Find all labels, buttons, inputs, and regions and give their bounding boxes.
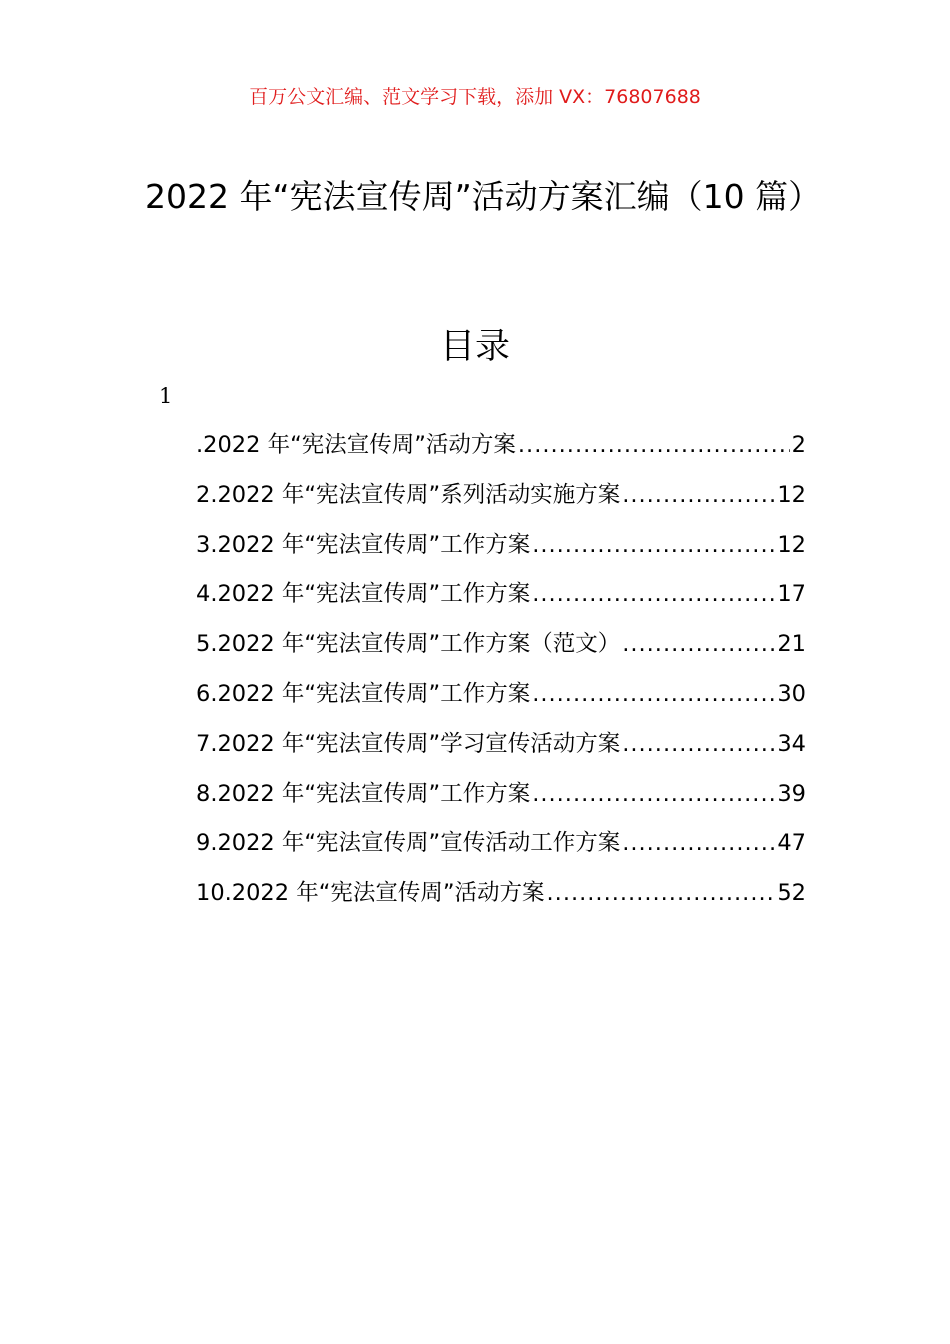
toc-leader-dots (532, 774, 775, 814)
toc-entry-page: 12 (777, 531, 806, 558)
toc-entry-label: 8.2022 年“宪法宣传周”工作方案 (196, 780, 531, 807)
toc-leader-dots (622, 724, 775, 764)
toc-entry-page: 47 (777, 830, 806, 857)
toc-leader-dots (622, 624, 775, 664)
toc-entry[interactable] (196, 724, 806, 774)
toc-entry-label: 9.2022 年“宪法宣传周”宣传活动工作方案 (196, 830, 621, 857)
toc-entry-page: 2 (791, 432, 806, 458)
stray-number: 1 (159, 384, 173, 408)
toc-leader-dots (547, 873, 776, 913)
toc-entry[interactable] (196, 425, 806, 475)
toc-entry[interactable] (196, 674, 806, 724)
toc-entry[interactable] (196, 525, 806, 575)
toc-entry-label: 5.2022 年“宪法宣传周”工作方案（范文） (196, 631, 621, 658)
document-title: 2022 年“宪法宣传周”活动方案汇编（10 篇） (145, 177, 822, 216)
toc-entry[interactable] (196, 574, 806, 624)
toc-entry-label: 4.2022 年“宪法宣传周”工作方案 (196, 581, 531, 608)
header-note: 百万公文汇编、范文学习下载，添加 VX：76807688 (249, 86, 701, 108)
toc-entry[interactable] (196, 823, 806, 873)
toc-entry-page: 12 (777, 481, 806, 508)
toc-entry-label: 7.2022 年“宪法宣传周”学习宣传活动方案 (196, 730, 621, 757)
toc-leader-dots (622, 475, 775, 515)
toc-entry[interactable] (196, 624, 806, 674)
toc-entry-page: 34 (777, 730, 806, 757)
toc-entry[interactable] (196, 873, 806, 923)
toc-leader-dots (532, 525, 775, 565)
toc-entry-page: 17 (777, 581, 806, 608)
toc-entry-page: 39 (777, 780, 806, 807)
toc-entry-label: 10.2022 年“宪法宣传周”活动方案 (196, 880, 545, 907)
toc-entry-label: .2022 年“宪法宣传周”活动方案 (196, 432, 516, 458)
toc-entry[interactable] (196, 774, 806, 824)
toc-leader-dots (622, 823, 775, 863)
toc-entry-page: 30 (777, 680, 806, 707)
toc-entry-page: 21 (777, 631, 806, 658)
toc-entry-label: 6.2022 年“宪法宣传周”工作方案 (196, 680, 531, 707)
toc-entry-label: 2.2022 年“宪法宣传周”系列活动实施方案 (196, 481, 621, 508)
table-of-contents (196, 425, 806, 923)
toc-leader-dots (532, 574, 775, 614)
toc-leader-dots (518, 425, 790, 465)
toc-leader-dots (532, 674, 775, 714)
toc-heading: 目录 (439, 327, 510, 367)
toc-entry-label: 3.2022 年“宪法宣传周”工作方案 (196, 531, 531, 558)
toc-entry-page: 52 (777, 880, 806, 907)
toc-entry[interactable] (196, 475, 806, 525)
